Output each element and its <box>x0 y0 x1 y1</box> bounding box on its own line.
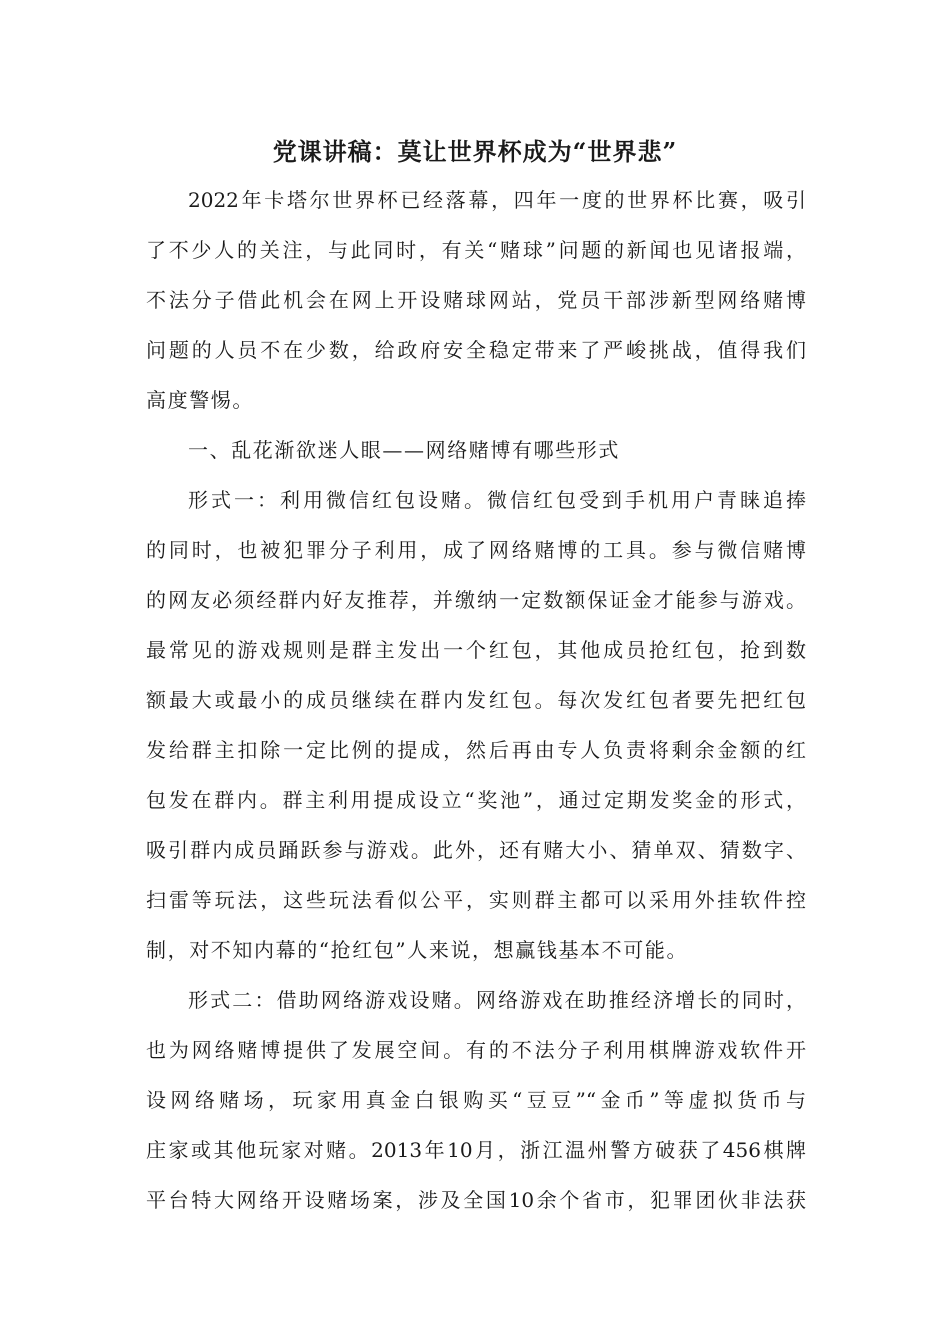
section-heading: 一、乱花渐欲迷人眼——网络赌博有哪些形式 <box>188 438 620 462</box>
paragraph-line: 设网络赌场，玩家用真金白银购买“豆豆”“金币”等虚拟货币与 <box>146 1088 806 1112</box>
paragraph-line: 发给群主扣除一定比例的提成，然后再由专人负责将剩余金额的红 <box>146 738 806 762</box>
paragraph-line: 问题的人员不在少数，给政府安全稳定带来了严峻挑战，值得我们 <box>146 338 806 362</box>
document-title: 党课讲稿：莫让世界杯成为“世界悲” <box>272 137 678 166</box>
paragraph-line: 的同时，也被犯罪分子利用，成了网络赌博的工具。参与微信赌博 <box>146 538 806 562</box>
paragraph-line: 额最大或最小的成员继续在群内发红包。每次发红包者要先把红包 <box>146 688 806 712</box>
paragraph-line: 不法分子借此机会在网上开设赌球网站，党员干部涉新型网络赌博 <box>146 288 806 312</box>
paragraph-line: 的网友必须经群内好友推荐，并缴纳一定数额保证金才能参与游戏。 <box>146 588 806 612</box>
paragraph-line: 扫雷等玩法，这些玩法看似公平，实则群主都可以采用外挂软件控 <box>146 888 806 912</box>
paragraph-line: 了不少人的关注，与此同时，有关“赌球”问题的新闻也见诸报端， <box>146 238 806 262</box>
paragraph-line: 形式一：利用微信红包设赌。微信红包受到手机用户青睐追捧 <box>188 488 806 512</box>
paragraph-line: 最常见的游戏规则是群主发出一个红包，其他成员抢红包，抢到数 <box>146 638 806 662</box>
paragraph-line: 平台特大网络开设赌场案，涉及全国10余个省市，犯罪团伙非法获 <box>146 1188 806 1212</box>
paragraph-line: 包发在群内。群主利用提成设立“奖池”，通过定期发奖金的形式， <box>146 788 806 812</box>
paragraph-line: 庄家或其他玩家对赌。2013年10月，浙江温州警方破获了456棋牌 <box>146 1138 806 1162</box>
paragraph-line: 吸引群内成员踊跃参与游戏。此外，还有赌大小、猜单双、猜数字、 <box>146 838 806 862</box>
paragraph-line: 形式二：借助网络游戏设赌。网络游戏在助推经济增长的同时， <box>188 988 806 1012</box>
paragraph-line: 2022年卡塔尔世界杯已经落幕，四年一度的世界杯比赛，吸引 <box>188 188 806 212</box>
paragraph-line: 也为网络赌博提供了发展空间。有的不法分子利用棋牌游戏软件开 <box>146 1038 806 1062</box>
paragraph-line: 高度警惕。 <box>146 388 254 412</box>
paragraph-line: 制，对不知内幕的“抢红包”人来说，想赢钱基本不可能。 <box>146 938 689 962</box>
